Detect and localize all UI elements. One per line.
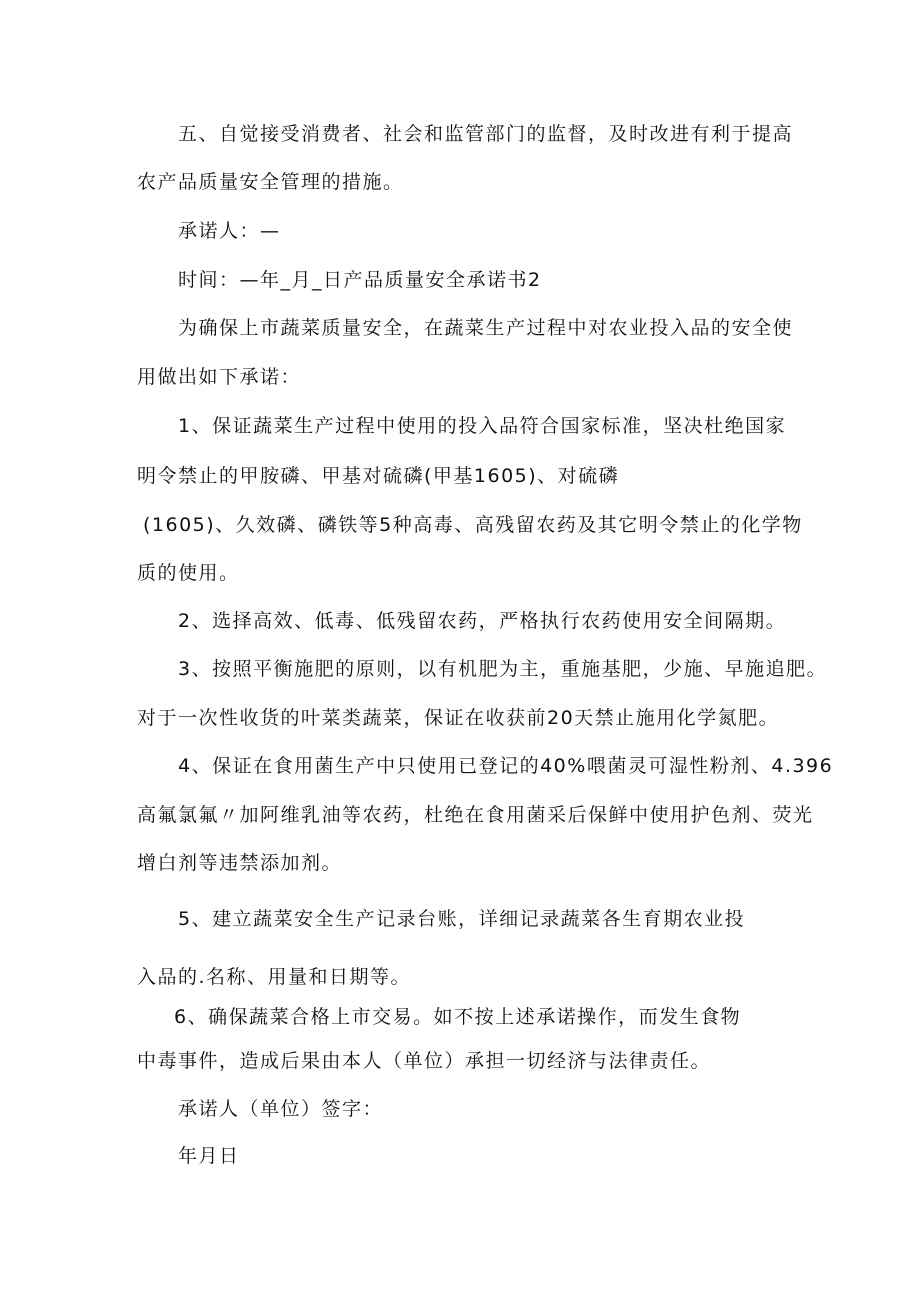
list-item: 5、建立蔬菜安全生产记录台账，详细记录蔬菜各生育期农业投 — [178, 908, 746, 930]
promisor-line: 承诺人：— — [178, 220, 281, 242]
list-item: 3、按照平衡施肥的原则，以有机肥为主，重施基肥，少施、早施追肥。 — [178, 658, 828, 680]
text-line: (1605)、久效磷、磷铁等5种高毒、高残留农药及其它明令禁止的化学物 — [143, 514, 803, 536]
list-item: 4、保证在食用菌生产中只使用已登记的40%喂菌灵可湿性粉剂、4.396 — [178, 755, 834, 777]
text-line: 为确保上市蔬菜质量安全，在蔬菜生产过程中对农业投入品的安全使 — [178, 317, 794, 339]
text-line: 高氟氯氟〃加阿维乳油等农药，杜绝在食用菌采后保鲜中使用护色剂、荧光 — [137, 804, 814, 826]
text-line: 质的使用。 — [137, 562, 240, 584]
date-line: 年月日 — [178, 1145, 240, 1167]
signature-line: 承诺人（单位）签字： — [178, 1098, 384, 1120]
text-line: 农产品质量安全管理的措施。 — [137, 171, 404, 193]
text-line: 增白剂等违禁添加剂。 — [137, 852, 343, 874]
list-item: 6、确保蔬菜合格上市交易。如不按上述承诺操作，而发生食物 — [174, 1006, 742, 1028]
text-line: 中毒事件，造成后果由本人（单位）承担一切经济与法律责任。 — [137, 1050, 712, 1072]
list-item: 2、选择高效、低毒、低残留农药，严格执行农药使用安全间隔期。 — [178, 610, 787, 632]
text-line: 五、自觉接受消费者、社会和监管部门的监督，及时改进有利于提高 — [178, 123, 794, 145]
text-line: 入品的.名称、用量和日期等。 — [137, 966, 412, 988]
text-line: 明令禁止的甲胺磷、甲基对硫磷(甲基1605)、对硫磷 — [137, 465, 620, 487]
text-line: 用做出如下承诺： — [137, 366, 302, 388]
list-item: 1、保证蔬菜生产过程中使用的投入品符合国家标准，坚决杜绝国家 — [178, 415, 787, 437]
text-line: 对于一次性收货的叶菜类蔬菜，保证在收获前20天禁止施用化学氮肥。 — [137, 707, 780, 729]
time-title-line: 时间：—年_月_日产品质量安全承诺书2 — [178, 269, 542, 291]
